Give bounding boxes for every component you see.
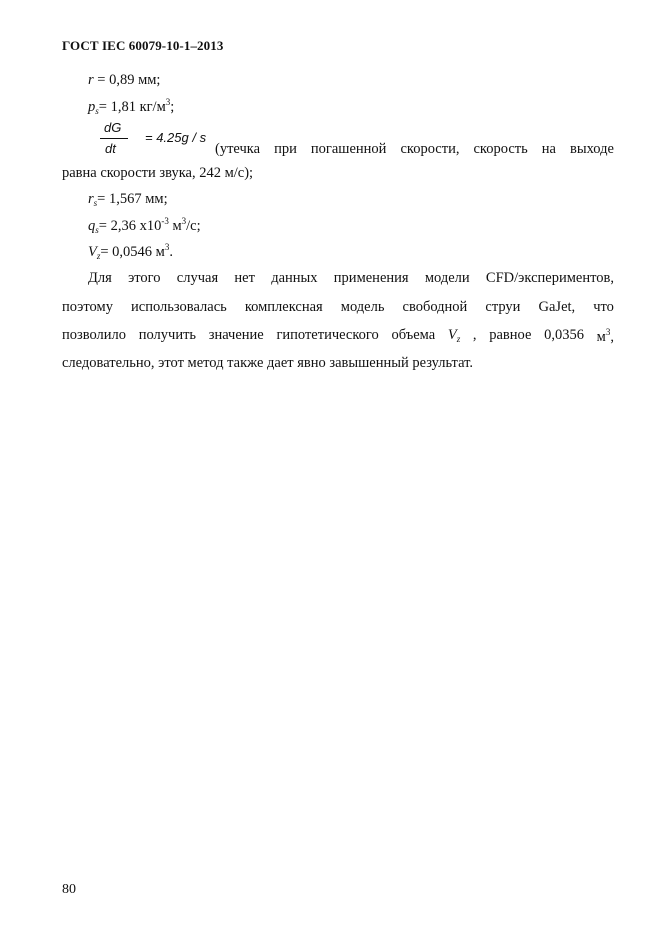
var-qs-line	[88, 216, 201, 235]
leak-word: при	[274, 141, 297, 157]
leak-word: на	[541, 141, 556, 157]
paragraph-word: использовалась	[131, 299, 227, 315]
paragraph-word: применения	[333, 270, 409, 286]
var-vz-sup: 3	[164, 242, 170, 252]
paragraph-word: что	[593, 299, 614, 315]
paragraph-word: данных	[271, 270, 318, 286]
paragraph-line1	[88, 270, 614, 287]
dgdt-value: = 4.25g / s	[145, 130, 207, 145]
paragraph-word: позволило	[62, 327, 127, 343]
leak-word: погашенной	[310, 141, 387, 157]
dgdt-numerator: dG	[104, 120, 122, 135]
var-r-value: = 0,89 мм;	[93, 72, 161, 88]
var-vz-line	[88, 242, 173, 261]
var-qs-unit: м	[168, 218, 182, 234]
paragraph-line2	[62, 299, 614, 316]
var-r-symbol: r	[88, 72, 94, 88]
var-qs-symbol: q	[88, 218, 96, 234]
paragraph-word: значение	[208, 327, 264, 343]
var-rs-value: = 1,567 мм;	[97, 191, 168, 207]
paragraph-word: Для	[88, 270, 112, 286]
var-vz-tail: .	[169, 244, 173, 260]
var-qs-tail: /с;	[186, 218, 201, 234]
leak-word: выходе	[570, 141, 614, 157]
volume-symbol: $V_z$	[447, 327, 461, 344]
paragraph-line4: следовательно, этот метод также дает явно завышенный результат.	[62, 355, 474, 371]
paragraph-word: поэтому	[62, 299, 113, 315]
paragraph-word: комплексная	[244, 299, 323, 315]
paragraph-word: ,	[472, 327, 477, 343]
page-number: 80	[62, 882, 76, 897]
paragraph-word: 0,0356	[544, 327, 584, 343]
leak-note-line1	[215, 141, 614, 158]
var-qs-exp: -3	[161, 216, 169, 226]
paragraph-word: модели	[424, 270, 470, 286]
fraction-bar	[100, 138, 128, 139]
volume-unit: $м^3$,	[596, 327, 614, 345]
leak-word: (утечка	[215, 141, 261, 157]
var-qs-sub: s	[95, 225, 99, 235]
var-r-line	[88, 72, 160, 89]
var-rs-sub: s	[93, 198, 98, 208]
paragraph-word: равное	[489, 327, 532, 343]
paragraph-word: GaJet,	[538, 299, 576, 315]
var-vz-symbol: V	[88, 244, 97, 260]
leak-note-line2: равна скорости звука, 242 м/с);	[62, 165, 254, 181]
var-ps-tail: ;	[170, 99, 175, 115]
paragraph-word: случая	[176, 270, 219, 286]
paragraph-word: свободной	[402, 299, 468, 315]
paragraph-word: нет	[234, 270, 255, 286]
paragraph-word: объема	[391, 327, 436, 343]
paragraph-word: этого	[128, 270, 161, 286]
var-ps-value: = 1,81 кг/м	[98, 99, 166, 115]
var-ps-sup: 3	[165, 97, 171, 107]
leak-word: скорости,	[400, 141, 460, 157]
var-rs-line	[88, 191, 168, 208]
var-qs-value: = 2,36 х10	[98, 218, 162, 234]
var-ps-symbol: p	[88, 99, 96, 115]
var-rs-symbol: r	[88, 191, 94, 207]
paragraph-word: модель	[340, 299, 385, 315]
paragraph-word: получить	[138, 327, 197, 343]
paragraph-word: струи	[485, 299, 521, 315]
paragraph-line3	[62, 327, 614, 346]
var-ps-sub: s	[95, 106, 99, 116]
leak-word: скорость	[473, 141, 528, 157]
dgdt-denominator: dt	[105, 141, 116, 156]
document-header: ГОСТ IEC 60079-10-1–2013	[62, 38, 224, 53]
var-ps-line	[88, 97, 174, 116]
var-vz-sub: z	[96, 251, 101, 261]
var-qs-unit-sup: 3	[181, 216, 187, 226]
var-vz-value: = 0,0546 м	[100, 244, 165, 260]
paragraph-word: CFD/экспериментов,	[485, 270, 614, 286]
paragraph-word: гипотетического	[276, 327, 379, 343]
